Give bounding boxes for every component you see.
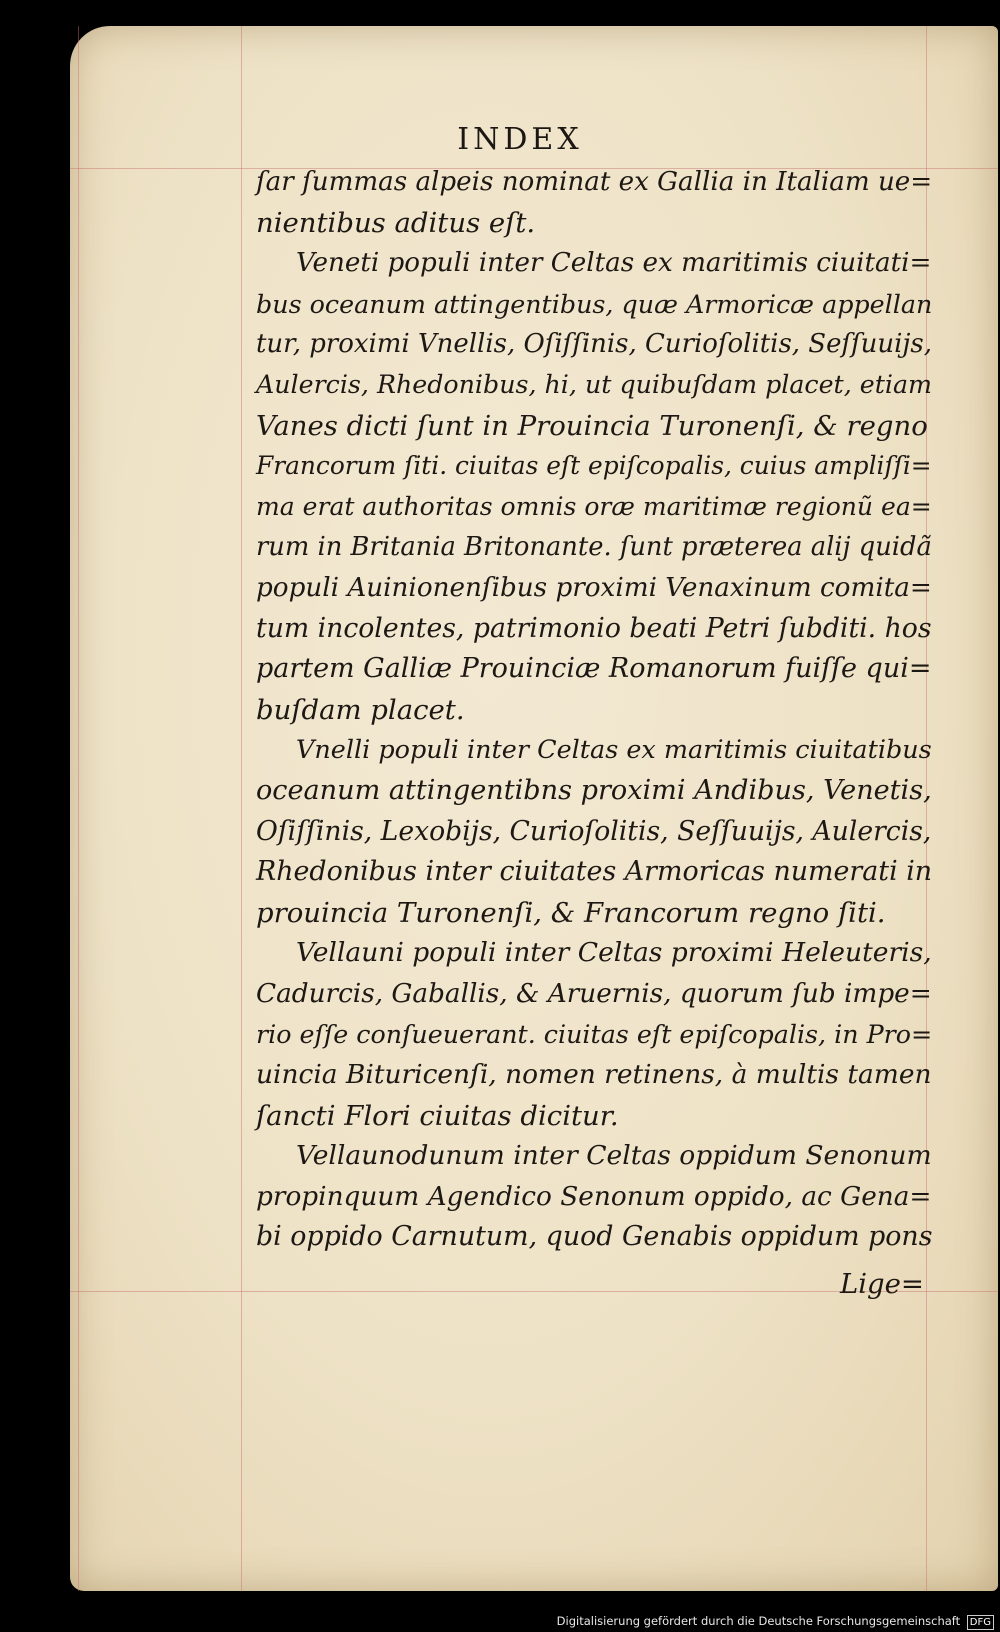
entry-start-line: Veneti populi inter Celtas ex maritimis ciuitati= xyxy=(296,248,932,279)
text-line: propinquum Agendico Senonum oppido, ac Gena= xyxy=(256,1181,932,1212)
digitization-footer xyxy=(0,1610,1000,1632)
text-line: uincia Bituricenſi, nomen retinens, à multis tamen xyxy=(256,1059,932,1091)
text-line: tur, proximi Vnellis, Oſiſſinis, Curioſolitis, Seſſuuijs, xyxy=(256,329,932,360)
text-line: prouincia Turonenſi, & Francorum regno ſiti. xyxy=(256,896,886,929)
catchword: Lige= xyxy=(840,1268,924,1300)
text-line: bus oceanum attingentibus, quæ Armoricæ appellan xyxy=(256,288,933,319)
text-line: ma erat authoritas omnis oræ maritimæ regionũ ea= xyxy=(256,491,932,521)
text-line: Oſiſſinis, Lexobijs, Curioſolitis, Seſſuuijs, Aulercis, xyxy=(256,815,932,847)
text-line: buſdam placet. xyxy=(256,693,465,726)
text-line: Rhedonibus inter ciuitates Armoricas numerati in xyxy=(256,856,933,888)
dfg-logo: DFG xyxy=(967,1615,994,1630)
entry-start-line: Vnelli populi inter Celtas ex maritimis ciuitatibus xyxy=(296,735,932,766)
text-line: Aulercis, Rhedonibus, hi, ut quibuſdam placet, etiam xyxy=(256,369,933,399)
margin-rule-text-left xyxy=(241,26,242,1591)
text-line: rum in Britania Britonante. ſunt præterea alij quidã xyxy=(256,532,932,563)
text-line: Francorum ſiti. ciuitas eſt epiſcopalis, cuius ampliſſi= xyxy=(256,451,932,481)
text-line: bi oppido Carnutum, quod Genabis oppidum pons xyxy=(256,1221,933,1253)
text-line: partem Galliæ Prouinciæ Romanorum fuiſſe qui= xyxy=(256,653,932,685)
text-line: ſancti Flori ciuitas dicitur. xyxy=(256,1099,619,1132)
margin-rule-left xyxy=(78,26,79,1591)
text-line: ſar ſummas alpeis nominat ex Gallia in Italiam ue= xyxy=(256,167,933,197)
entry-start-line: Vellauni populi inter Celtas proximi Heleuteris, xyxy=(296,937,932,969)
text-line: nientibus aditus eſt. xyxy=(256,206,536,239)
text-line: rio eſſe conſueuerant. ciuitas eſt epiſcopalis, in Pro= xyxy=(256,1019,933,1050)
entry-start-line: Vellaunodunum inter Celtas oppidum Senonum xyxy=(296,1140,932,1172)
text-line: Cadurcis, Gaballis, & Aruernis, quorum ſub impe= xyxy=(256,978,932,1009)
body-text xyxy=(256,162,932,1258)
footer-credit: Digitalisierung gefördert durch die Deutsche Forschungsgemeinschaft xyxy=(556,1614,961,1628)
text-line: tum incolentes, patrimonio beati Petri ſubditi. hos xyxy=(256,612,932,644)
text-line: oceanum attingentibns proximi Andibus, Venetis, xyxy=(256,774,932,806)
text-line: populi Auinionenſibus proximi Venaxinum comita= xyxy=(256,572,932,603)
text-line: Vanes dicti ſunt in Prouincia Turonenſi, & regno xyxy=(256,409,928,442)
running-header: INDEX xyxy=(457,122,583,157)
